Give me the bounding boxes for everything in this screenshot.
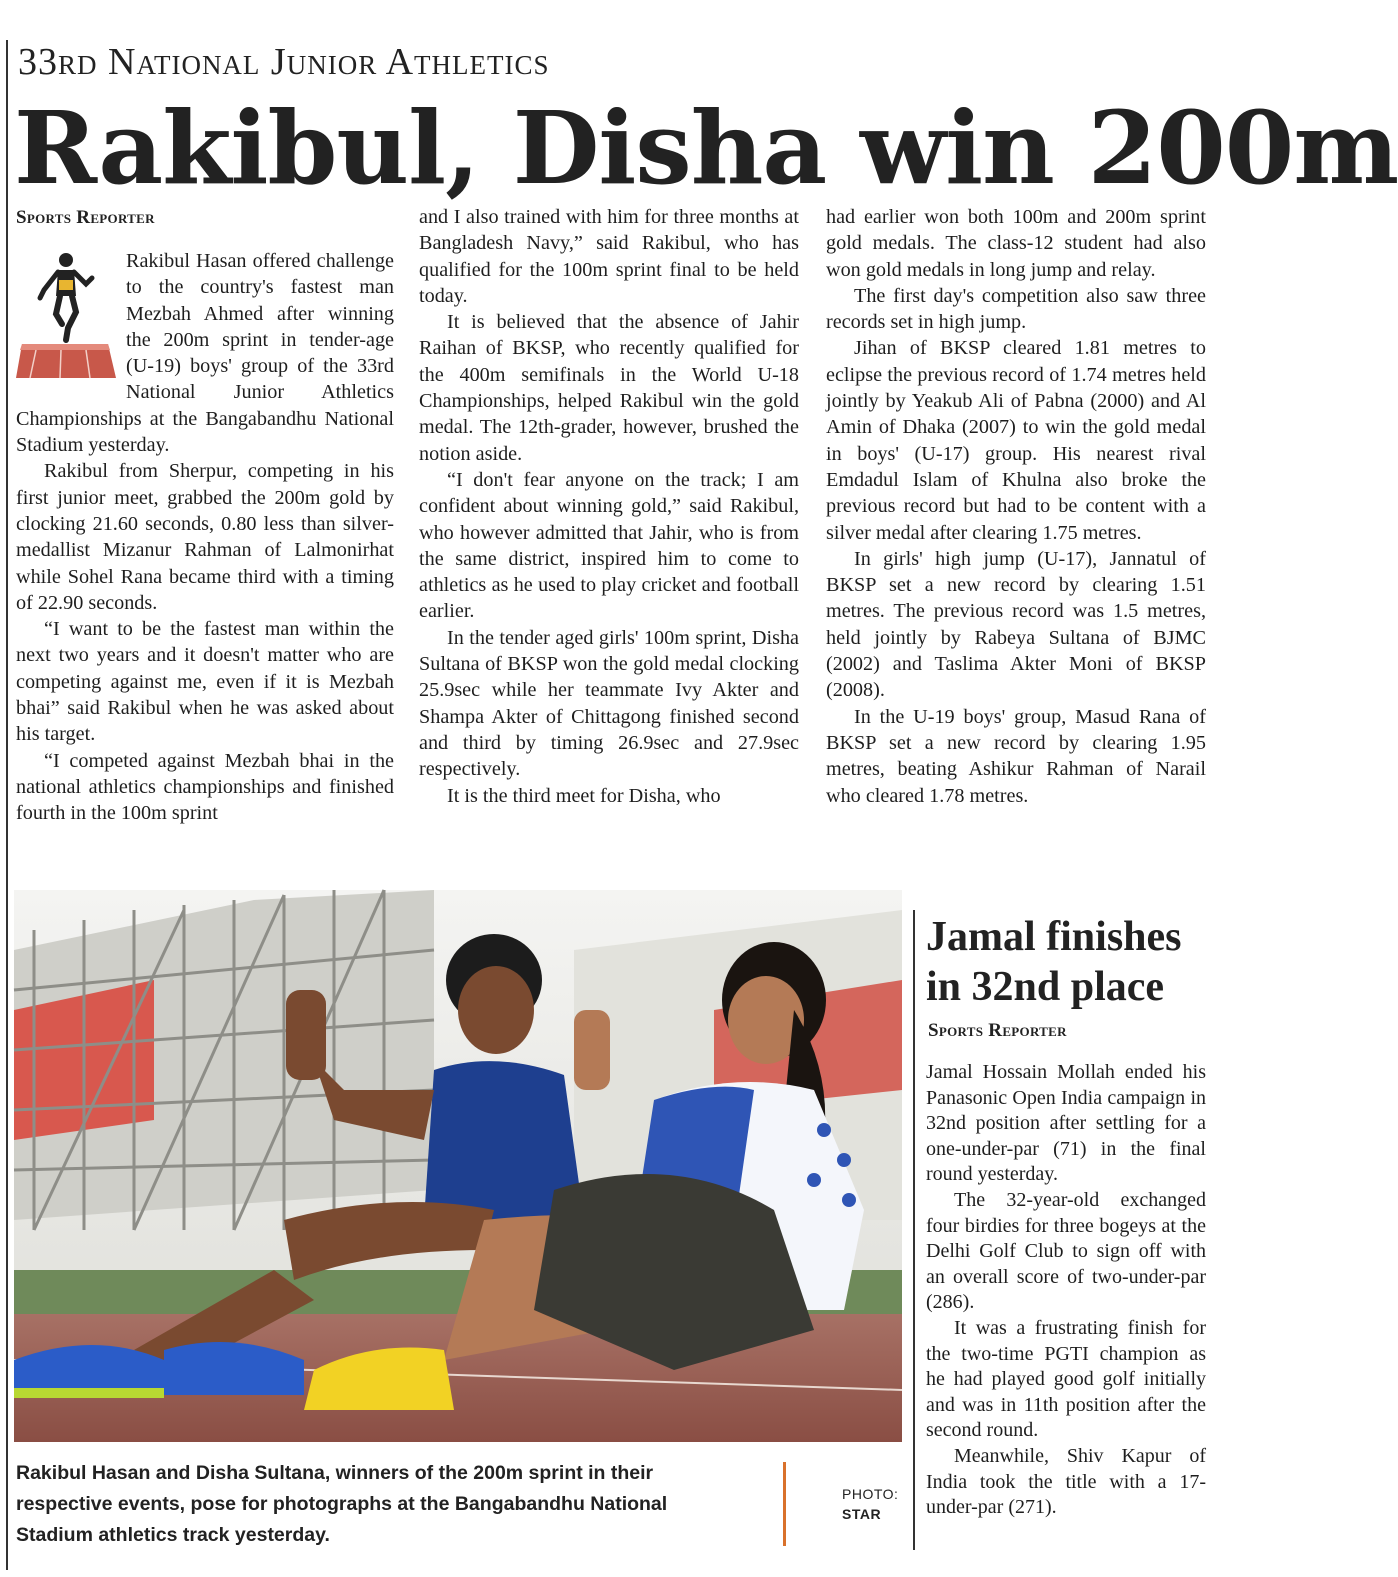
article-column-2: [419, 204, 799, 809]
paragraph: Jamal Hossain Mollah ended his Panasonic Open India campaign in 32nd position after settling for a one-under-par (71) in the final round yesterday.: [926, 1061, 1206, 1186]
headline: Rakibul, Disha win 200m: [14, 89, 1398, 207]
caption-accent-rule: [783, 1462, 786, 1546]
paragraph: “I want to be the fastest man within the next two years and it doesn't matter who are competing against me, even if it is Mezbah bhai” said Rakibul when he was asked about his target.: [16, 618, 394, 746]
paragraph: Rakibul Hasan offered challenge to the country's fastest man Mezbah Ahmed after winning the 200m sprint in tender-age (U-19) boys' group of the 33rd National Junior Athletics Championships at the Bangabandhu National Stadium yesterday.: [16, 250, 394, 457]
paragraph: The first day's competition also saw three records set in high jump.: [826, 284, 1206, 334]
sidebar-rule: [913, 910, 915, 1550]
paragraph: It is believed that the absence of Jahir Raihan of BKSP, who recently qualified for the 400m semifinals in the World U-18 Championships, helped Rakibul win the gold medal. The 12th-grader, however, brushed the notion aside.: [419, 311, 799, 465]
paragraph: Jihan of BKSP cleared 1.81 metres to eclipse the previous record of 1.74 metres held jointly by Yeakub Ali of Pabna (2000) and Al Amin of Dhaka (2007) to win the gold medal in boys' (U-17) group. His nearest rival Emdadul Islam of Khulna also broke the previous record but had to be content with a silver medal after clearing 1.75 metres.: [826, 337, 1206, 544]
sidebar-body: [926, 1060, 1206, 1521]
paragraph: had earlier won both 100m and 200m sprint gold medals. The class-12 student had also won gold medals in long jump and relay.: [826, 206, 1206, 281]
paragraph: and I also trained with him for three months at Bangladesh Navy,” said Rakibul, who has qualified for the 100m sprint final to be held today.: [419, 206, 799, 307]
kicker: 33rd National Junior Athletics: [18, 41, 550, 83]
runner-icon: [16, 252, 116, 382]
photo-credit-name: STAR: [842, 1506, 882, 1522]
paragraph: It was a frustrating finish for the two-time PGTI champion as he had played good golf initially and was in 11th position after the second round.: [926, 1316, 1206, 1442]
left-column-rule: [6, 40, 8, 1570]
sidebar-byline: Sports Reporter: [928, 1020, 1067, 1041]
paragraph: In girls' high jump (U-17), Jannatul of BKSP set a new record by clearing 1.51 metres. The previous record was 1.5 metres, held jointly by Rabeya Sultana of BJMC (2002) and Taslima Akter Moni of BKSP (2008).: [826, 547, 1206, 702]
article-column-3: [826, 204, 1206, 809]
paragraph: “I competed against Mezbah bhai in the national athletics championships and finished fourth in the 100m sprint: [16, 749, 394, 825]
byline: Sports Reporter: [16, 207, 155, 228]
sidebar-headline: Jamal finishes in 32nd place: [926, 914, 1182, 1010]
paragraph: Meanwhile, Shiv Kapur of India took the title with a 17-under-par (271).: [926, 1444, 1206, 1519]
paragraph: Rakibul from Sherpur, competing in his first junior meet, grabbed the 200m gold by clocking 21.60 seconds, 0.80 less than silver-medallist Mizanur Rahman of Lalmonirhat while Sohel Rana became third with a timing of 22.90 seconds.: [16, 460, 394, 614]
photo-credit-label: PHOTO:: [842, 1486, 899, 1502]
photo-caption: Rakibul Hasan and Disha Sultana, winners of the 200m sprint in their respective events, pose for photographs at the Bangabandhu National Stadium athletics track yesterday.: [16, 1462, 668, 1546]
article-column-1: [16, 248, 394, 827]
paragraph: “I don't fear anyone on the track; I am confident about winning gold,” said Rakibul, who however admitted that Jahir, who is from the same district, inspired him to come to athletics as he used to play cricket and football earlier.: [419, 468, 799, 623]
paragraph: In the tender aged girls' 100m sprint, Disha Sultana of BKSP won the gold medal clocking 25.9sec while her teammate Ivy Akter and Shampa Akter of Chittagong finished second and third by timing 26.9sec and 27.9sec respectively.: [419, 626, 799, 781]
paragraph: The 32-year-old exchanged four birdies for three bogeys at the Delhi Golf Club to sign off with an overall score of two-under-par (286).: [926, 1188, 1206, 1314]
paragraph: In the U-19 boys' group, Masud Rana of BKSP set a new record by clearing 1.95 metres, beating Ashikur Rahman of Narail who cleared 1.78 metres.: [826, 705, 1206, 807]
paragraph: It is the third meet for Disha, who: [447, 784, 721, 807]
athletes-photo: [14, 890, 902, 1442]
